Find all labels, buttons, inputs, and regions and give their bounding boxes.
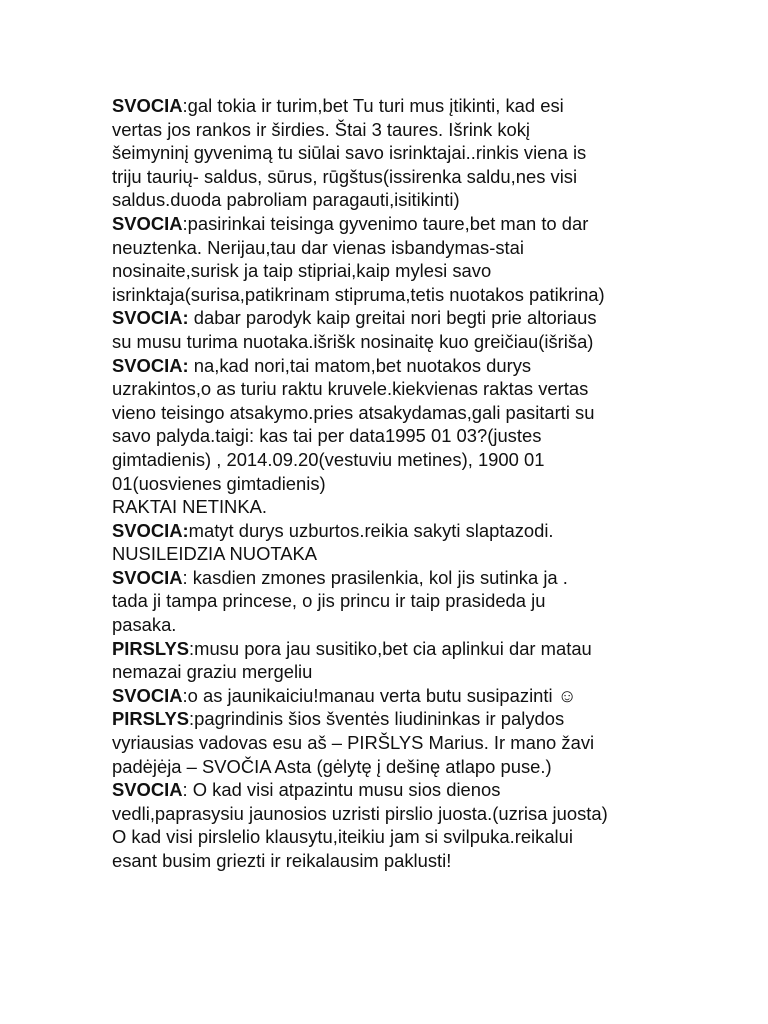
text-line (112, 589, 672, 613)
line-text: isrinktaja(surisa,patikrinam stipruma,tetis nuotakos patikrina) (112, 283, 605, 305)
line-text: :musu pora jau susitiko,bet cia aplinkui dar matau (189, 637, 592, 659)
text-line (112, 401, 672, 425)
text-line (112, 660, 672, 684)
text-line (112, 424, 672, 448)
speaker-name: SVOCIA: (112, 307, 189, 329)
line-text: na,kad nori,tai matom,bet nuotakos durys (188, 354, 532, 376)
text-line (112, 330, 672, 354)
line-text: neuztenka. Nerijau,tau dar vienas isbandymas-stai (112, 236, 524, 258)
line-text: vedli,paprasysiu jaunosios uzristi pirslio juosta.(uzrisa juosta) (112, 802, 608, 824)
line-text: 01(uosvienes gimtadienis) (112, 472, 326, 494)
line-text: šeimyninį gyvenimą tu siūlai savo isrinktajai..rinkis viena is (112, 142, 587, 164)
text-line (112, 613, 672, 637)
line-text: uzrakintos,o as turiu raktu kruvele.kiekvienas raktas vertas (112, 378, 589, 400)
document-body (112, 94, 672, 873)
line-text: esant busim griezti ir reikalausim paklusti! (112, 850, 452, 871)
line-text: nemazai graziu mergeliu (112, 661, 313, 683)
line-text: vyriausias vadovas esu aš – PIRŠLYS Marius. Ir mano žavi (112, 732, 595, 754)
speaker-name: SVOCIA: (112, 519, 189, 541)
speaker-name: SVOCIA (112, 779, 183, 801)
line-text: nosinaite,surisk ja taip stipriai,kaip mylesi savo (112, 260, 492, 282)
text-line (112, 236, 672, 260)
line-text: NUSILEIDZIA NUOTAKA (112, 543, 318, 565)
line-text: tada ji tampa princese, o jis princu ir taip prasideda ju (112, 590, 546, 612)
text-line (112, 448, 672, 472)
line-text: dabar parodyk kaip greitai nori begti prie altoriaus (188, 307, 597, 329)
speaker-name: PIRSLYS (112, 708, 190, 730)
line-text: matyt durys uzburtos.reikia sakyti slaptazodi. (188, 519, 554, 541)
line-text: :pagrindinis šios šventės liudininkas ir palydos (189, 708, 565, 730)
line-text: vieno teisingo atsakymo.pries atsakydamas,gali pasitarti su (112, 401, 595, 423)
speaker-name: SVOCIA (112, 212, 183, 234)
line-text: gimtadienis) , 2014.09.20(vestuviu metines), 1900 01 (112, 448, 545, 470)
text-line (112, 165, 672, 189)
text-line (112, 283, 672, 307)
text-line (112, 495, 672, 519)
line-text: savo palyda.taigi: kas tai per data1995 01 03?(justes (112, 425, 542, 447)
line-text: RAKTAI NETINKA. (112, 496, 267, 518)
line-text: su musu turima nuotaka.išrišk nosinaitę kuo greičiau(išriša) (112, 330, 594, 352)
text-line (112, 778, 672, 802)
text-line (112, 259, 672, 283)
line-text: triju taurių- saldus, sūrus, rūgštus(issirenka saldu,nes visi (112, 165, 578, 187)
text-line (112, 118, 672, 142)
line-text: padėjėja – SVOČIA Asta (gėlytę į dešinę atlapo puse.) (112, 755, 552, 777)
line-text: :gal tokia ir turim,bet Tu turi mus įtikinti, kad esi (182, 95, 564, 116)
text-line (112, 354, 672, 378)
text-line (112, 566, 672, 590)
speaker-name: SVOCIA (112, 566, 183, 588)
text-line (112, 542, 672, 566)
text-line (112, 306, 672, 330)
text-line (112, 849, 672, 873)
line-text: : kasdien zmones prasilenkia, kol jis sutinka ja . (182, 566, 568, 588)
text-line (112, 472, 672, 496)
text-line (112, 519, 672, 543)
line-text: O kad visi pirslelio klausytu,iteikiu jam si svilpuka.reikalui (112, 826, 573, 848)
line-text: :o as jaunikaiciu!manau verta butu susipazinti ☺ (182, 684, 577, 706)
text-line (112, 188, 672, 212)
speaker-name: SVOCIA: (112, 354, 189, 376)
speaker-name: SVOCIA (112, 95, 183, 116)
line-text: : O kad visi atpazintu musu sios dienos (182, 779, 501, 801)
speaker-name: PIRSLYS (112, 637, 190, 659)
text-line (112, 637, 672, 661)
line-text: :pasirinkai teisinga gyvenimo taure,bet man to dar (182, 212, 589, 234)
text-line (112, 377, 672, 401)
text-line (112, 684, 672, 708)
text-line (112, 731, 672, 755)
text-line (112, 141, 672, 165)
line-text: saldus.duoda pabroliam paragauti,isitikinti) (112, 189, 460, 211)
text-line (112, 802, 672, 826)
speaker-name: SVOCIA (112, 684, 183, 706)
text-line (112, 825, 672, 849)
text-line (112, 707, 672, 731)
line-text: pasaka. (112, 614, 177, 636)
text-line (112, 755, 672, 779)
text-line (112, 212, 672, 236)
line-text: vertas jos rankos ir širdies. Štai 3 taures. Išrink kokį (112, 118, 531, 140)
text-line (112, 94, 672, 118)
